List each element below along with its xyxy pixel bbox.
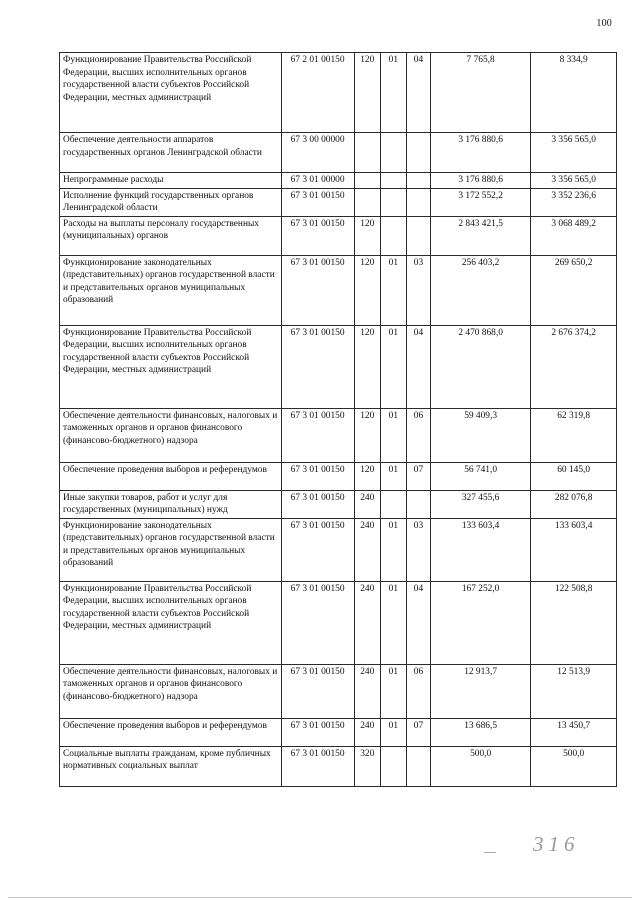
cell-subsection <box>406 746 430 786</box>
cell-amount-year2: 13 450,7 <box>531 718 617 746</box>
cell-subsection: 07 <box>406 462 430 490</box>
scan-mark <box>484 852 496 853</box>
table-row <box>60 255 617 325</box>
cell-target-article: 67 3 01 00150 <box>281 581 354 664</box>
cell-amount-year1: 12 913,7 <box>430 664 530 718</box>
cell-amount-year2: 12 513,9 <box>531 664 617 718</box>
cell-target-article: 67 3 01 00150 <box>281 325 354 408</box>
cell-expense-type: 320 <box>354 746 380 786</box>
cell-name: Обеспечение проведения выборов и референдумов <box>60 462 282 490</box>
scan-edge-line <box>8 897 632 898</box>
cell-expense-type <box>354 173 380 189</box>
cell-amount-year2: 269 650,2 <box>531 255 617 325</box>
cell-subsection: 03 <box>406 518 430 581</box>
cell-subsection <box>406 490 430 518</box>
cell-amount-year1: 167 252,0 <box>430 581 530 664</box>
cell-subsection: 07 <box>406 718 430 746</box>
cell-amount-year1: 256 403,2 <box>430 255 530 325</box>
cell-name: Обеспечение проведения выборов и референдумов <box>60 718 282 746</box>
table-row <box>60 462 617 490</box>
cell-subsection <box>406 133 430 173</box>
cell-subsection: 03 <box>406 255 430 325</box>
cell-target-article: 67 3 01 00150 <box>281 216 354 255</box>
cell-subsection: 06 <box>406 664 430 718</box>
cell-name: Обеспечение деятельности аппаратов государственных органов Ленинградской области <box>60 133 282 173</box>
cell-section: 01 <box>380 518 406 581</box>
cell-expense-type: 240 <box>354 518 380 581</box>
cell-amount-year1: 3 172 552,2 <box>430 188 530 216</box>
cell-name: Исполнение функций государственных органов Ленинградской области <box>60 188 282 216</box>
cell-amount-year1: 3 176 880,6 <box>430 173 530 189</box>
table-row <box>60 490 617 518</box>
table-row <box>60 746 617 786</box>
cell-section: 01 <box>380 408 406 462</box>
cell-subsection <box>406 173 430 189</box>
cell-expense-type: 240 <box>354 718 380 746</box>
cell-amount-year1: 59 409,3 <box>430 408 530 462</box>
cell-subsection: 04 <box>406 581 430 664</box>
cell-amount-year2: 60 145,0 <box>531 462 617 490</box>
cell-target-article: 67 3 01 00150 <box>281 490 354 518</box>
cell-section: 01 <box>380 664 406 718</box>
cell-amount-year1: 500,0 <box>430 746 530 786</box>
cell-name: Иные закупки товаров, работ и услуг для государственных (муниципальных) нужд <box>60 490 282 518</box>
cell-expense-type: 120 <box>354 53 380 133</box>
cell-amount-year1: 56 741,0 <box>430 462 530 490</box>
cell-target-article: 67 3 01 00150 <box>281 664 354 718</box>
cell-amount-year1: 13 686,5 <box>430 718 530 746</box>
cell-subsection <box>406 216 430 255</box>
cell-expense-type: 120 <box>354 462 380 490</box>
cell-target-article: 67 3 01 00150 <box>281 518 354 581</box>
table-row <box>60 408 617 462</box>
cell-subsection: 06 <box>406 408 430 462</box>
cell-amount-year2: 62 319,8 <box>531 408 617 462</box>
cell-section: 01 <box>380 718 406 746</box>
budget-table-body <box>60 53 617 787</box>
table-row <box>60 188 617 216</box>
cell-target-article: 67 3 01 00150 <box>281 462 354 490</box>
cell-section: 01 <box>380 325 406 408</box>
cell-amount-year2: 3 356 565,0 <box>531 173 617 189</box>
table-row <box>60 133 617 173</box>
cell-name: Функционирование законодательных (представительных) органов государственной власти и представительных органов муниципальных образований <box>60 518 282 581</box>
stamped-page-number: 316 <box>533 832 580 856</box>
table-row <box>60 173 617 189</box>
cell-expense-type: 120 <box>354 216 380 255</box>
cell-section <box>380 216 406 255</box>
cell-amount-year1: 133 603,4 <box>430 518 530 581</box>
page-number: 100 <box>596 18 612 29</box>
cell-name: Функционирование Правительства Российской Федерации, высших исполнительных органов государственной власти субъектов Российской Федерации, местных администраций <box>60 581 282 664</box>
cell-section <box>380 188 406 216</box>
cell-subsection: 04 <box>406 325 430 408</box>
cell-amount-year2: 2 676 374,2 <box>531 325 617 408</box>
cell-amount-year1: 7 765,8 <box>430 53 530 133</box>
cell-target-article: 67 3 00 00000 <box>281 133 354 173</box>
cell-expense-type <box>354 188 380 216</box>
table-row <box>60 216 617 255</box>
cell-amount-year2: 3 352 236,6 <box>531 188 617 216</box>
cell-name: Обеспечение деятельности финансовых, налоговых и таможенных органов и органов финансового (финансово-бюджетного) надзора <box>60 664 282 718</box>
cell-amount-year1: 327 455,6 <box>430 490 530 518</box>
cell-name: Социальные выплаты гражданам, кроме публичных нормативных социальных выплат <box>60 746 282 786</box>
table-row <box>60 581 617 664</box>
cell-amount-year1: 2 470 868,0 <box>430 325 530 408</box>
cell-expense-type: 120 <box>354 408 380 462</box>
cell-expense-type: 240 <box>354 581 380 664</box>
cell-amount-year2: 282 076,8 <box>531 490 617 518</box>
cell-name: Функционирование Правительства Российской Федерации, высших исполнительных органов государственной власти субъектов Российской Федерации, местных администраций <box>60 325 282 408</box>
cell-amount-year2: 500,0 <box>531 746 617 786</box>
cell-section: 01 <box>380 255 406 325</box>
cell-section: 01 <box>380 53 406 133</box>
cell-target-article: 67 3 01 00150 <box>281 255 354 325</box>
cell-section: 01 <box>380 581 406 664</box>
cell-target-article: 67 3 01 00150 <box>281 188 354 216</box>
table-row <box>60 518 617 581</box>
cell-target-article: 67 3 01 00150 <box>281 718 354 746</box>
cell-target-article: 67 3 01 00150 <box>281 408 354 462</box>
cell-name: Непрограммные расходы <box>60 173 282 189</box>
cell-amount-year1: 2 843 421,5 <box>430 216 530 255</box>
cell-target-article: 67 3 01 00150 <box>281 746 354 786</box>
cell-name: Расходы на выплаты персоналу государственных (муниципальных) органов <box>60 216 282 255</box>
cell-name: Функционирование законодательных (представительных) органов государственной власти и представительных органов муниципальных образований <box>60 255 282 325</box>
cell-name: Обеспечение деятельности финансовых, налоговых и таможенных органов и органов финансового (финансово-бюджетного) надзора <box>60 408 282 462</box>
cell-amount-year2: 133 603,4 <box>531 518 617 581</box>
table-row <box>60 664 617 718</box>
cell-amount-year2: 3 068 489,2 <box>531 216 617 255</box>
cell-target-article: 67 2 01 00150 <box>281 53 354 133</box>
table-row <box>60 718 617 746</box>
cell-amount-year2: 122 508,8 <box>531 581 617 664</box>
cell-expense-type <box>354 133 380 173</box>
cell-expense-type: 120 <box>354 325 380 408</box>
table-row <box>60 325 617 408</box>
cell-section <box>380 746 406 786</box>
cell-expense-type: 240 <box>354 664 380 718</box>
cell-name: Функционирование Правительства Российской Федерации, высших исполнительных органов государственной власти субъектов Российской Федерации, местных администраций <box>60 53 282 133</box>
cell-target-article: 67 3 01 00000 <box>281 173 354 189</box>
cell-section <box>380 173 406 189</box>
cell-amount-year2: 8 334,9 <box>531 53 617 133</box>
table-row <box>60 53 617 133</box>
cell-section: 01 <box>380 462 406 490</box>
cell-subsection: 04 <box>406 53 430 133</box>
cell-amount-year1: 3 176 880,6 <box>430 133 530 173</box>
budget-table <box>59 52 617 787</box>
cell-expense-type: 240 <box>354 490 380 518</box>
cell-subsection <box>406 188 430 216</box>
cell-section <box>380 490 406 518</box>
cell-section <box>380 133 406 173</box>
cell-expense-type: 120 <box>354 255 380 325</box>
cell-amount-year2: 3 356 565,0 <box>531 133 617 173</box>
